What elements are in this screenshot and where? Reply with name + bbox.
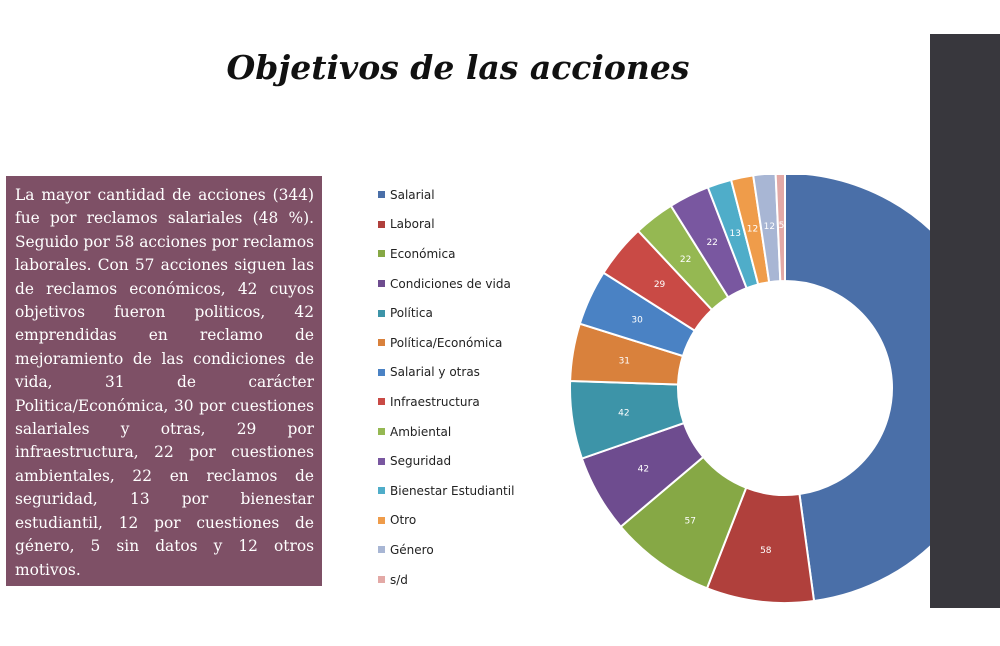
- legend-label: Política/Económica: [390, 335, 503, 350]
- legend-item: [378, 269, 568, 299]
- data-label: 42: [637, 464, 650, 475]
- legend-label: Género: [390, 542, 434, 557]
- chart-title: Objetivos de las acciones: [226, 48, 690, 87]
- data-label: 12: [746, 224, 759, 235]
- legend-label: Otro: [390, 513, 417, 528]
- legend-swatch: [378, 369, 385, 376]
- data-label: 22: [679, 254, 692, 265]
- legend-swatch: [378, 428, 385, 435]
- legend-swatch: [378, 221, 385, 228]
- legend-item: [378, 210, 568, 240]
- legend-swatch: [378, 398, 385, 405]
- legend-swatch: [378, 310, 385, 317]
- legend-swatch: [378, 576, 385, 583]
- legend-swatch: [378, 250, 385, 257]
- legend-label: Salarial y otras: [390, 365, 480, 380]
- dark-side-bar: [930, 34, 1000, 608]
- legend-swatch: [378, 458, 385, 465]
- legend-item: [378, 446, 568, 476]
- data-label: 30: [631, 315, 643, 326]
- data-label: 29: [653, 279, 666, 290]
- legend-item: [378, 387, 568, 417]
- data-label: 42: [618, 408, 630, 419]
- legend-label: Condiciones de vida: [390, 276, 511, 291]
- legend-swatch: [378, 280, 385, 287]
- data-label: 5: [778, 221, 785, 232]
- legend-item: [378, 328, 568, 358]
- legend-item: [378, 180, 568, 210]
- data-label: 12: [763, 221, 776, 232]
- legend-item: [378, 565, 568, 595]
- chart-legend: [378, 180, 568, 594]
- legend-swatch: [378, 546, 385, 553]
- legend-item: [378, 417, 568, 447]
- legend-item: [378, 239, 568, 269]
- legend-swatch: [378, 191, 385, 198]
- description-box: [6, 176, 322, 586]
- legend-label: Salarial: [390, 187, 435, 202]
- legend-label: Económica: [390, 246, 456, 261]
- data-label: 22: [706, 238, 718, 249]
- legend-item: [378, 358, 568, 388]
- data-label: 31: [618, 356, 631, 367]
- legend-label: Seguridad: [390, 454, 452, 469]
- description-text: La mayor cantidad de acciones (344) fue por reclamos salariales (48 %). Seguido por 58 acciones por reclamos laborales. Con 57 acciones siguen las de reclamos económicos, 42 cuyos objetivos fueron politicos, 42 emprendidas en reclamo de mejoramiento de las condiciones de vida, 31 de carácter Politica/Económica, 30 por cuestiones salariales y otras, 29 por infraestructura, 22 por cuestiones ambientales, 22 en reclamos de seguridad, 13 por bienestar estudiantil, 12 por cuestiones de género, 5 sin datos y 12 otros motivos.: [15, 186, 314, 579]
- legend-label: s/d: [390, 572, 408, 587]
- legend-swatch: [378, 517, 385, 524]
- legend-swatch: [378, 487, 385, 494]
- data-label: 57: [684, 516, 696, 527]
- legend-item: [378, 535, 568, 565]
- legend-label: Infraestructura: [390, 394, 480, 409]
- legend-label: Laboral: [390, 217, 435, 232]
- data-label: 58: [760, 545, 772, 556]
- legend-item: [378, 506, 568, 536]
- legend-label: Ambiental: [390, 424, 452, 439]
- legend-label: Bienestar Estudiantil: [390, 483, 515, 498]
- legend-item: [378, 298, 568, 328]
- legend-label: Política: [390, 306, 433, 321]
- legend-swatch: [378, 339, 385, 346]
- data-label: 13: [729, 228, 741, 239]
- legend-item: [378, 476, 568, 506]
